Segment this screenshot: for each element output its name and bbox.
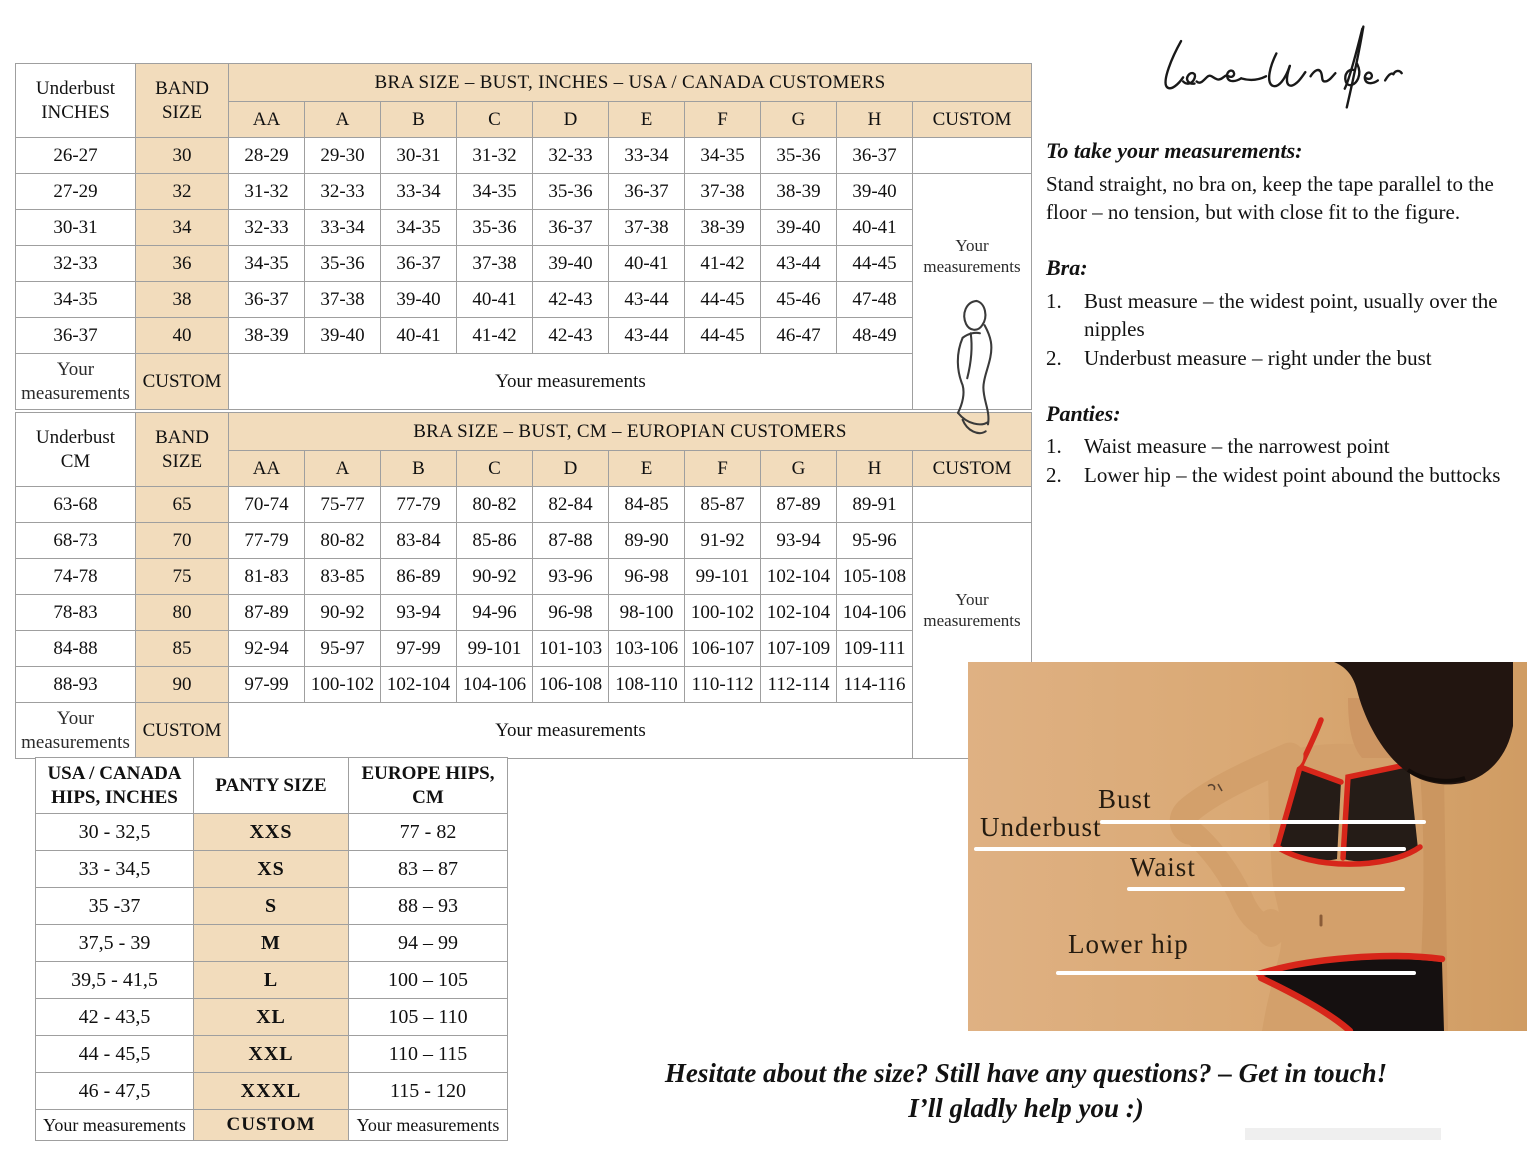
panty-size-cell: XXXL <box>194 1073 349 1110</box>
cup-size-header: F <box>685 451 761 487</box>
band-size-cell: 80 <box>136 595 229 631</box>
bust-range-cell: 85-86 <box>457 523 533 559</box>
bust-range-cell: 114-116 <box>837 667 913 703</box>
measurement-photo <box>968 662 1527 1031</box>
list-text: Waist measure – the narrowest point <box>1084 434 1390 459</box>
bust-range-cell: 48-49 <box>837 318 913 354</box>
bust-range-cell: 28-29 <box>229 138 305 174</box>
header-row <box>16 413 1032 451</box>
bust-range-cell: 83-85 <box>305 559 381 595</box>
bust-range-cell: 43-44 <box>761 246 837 282</box>
cup-size-header: C <box>457 451 533 487</box>
cell-text: EUROPE HIPS, CM <box>361 762 495 808</box>
custom-row <box>16 354 1032 410</box>
bust-range-cell: 32-33 <box>229 210 305 246</box>
hips-inches-cell: 42 - 43,5 <box>36 999 194 1036</box>
band-size-cell: 34 <box>136 210 229 246</box>
lower-hip-label: Lower hip <box>1068 929 1189 959</box>
bust-range-cell: 80-82 <box>457 487 533 523</box>
cup-size-header: H <box>837 102 913 138</box>
size-row <box>16 138 1032 174</box>
bust-range-cell: 102-104 <box>761 559 837 595</box>
bust-range-cell: 98-100 <box>609 595 685 631</box>
bust-range-cell: 35-36 <box>533 174 609 210</box>
bust-range-cell: 105-108 <box>837 559 913 595</box>
bust-range-cell: 37-38 <box>685 174 761 210</box>
bust-range-cell: 31-32 <box>229 174 305 210</box>
bust-range-cell: 44-45 <box>685 282 761 318</box>
bust-range-cell: 93-94 <box>381 595 457 631</box>
cup-size-header: A <box>305 451 381 487</box>
band-size-cell: 36 <box>136 246 229 282</box>
size-row <box>16 667 1032 703</box>
list-text: Bust measure – the widest point, usually over the nipples <box>1084 288 1498 342</box>
panties-section-heading: Panties: <box>1046 400 1121 426</box>
bust-range-cell: 35-36 <box>457 210 533 246</box>
custom-header: CUSTOM <box>913 102 1032 138</box>
underbust-range-cell: 74-78 <box>16 559 136 595</box>
figure-sketch-icon <box>925 294 1021 444</box>
hips-inches-cell: 33 - 34,5 <box>36 851 194 888</box>
band-size-cell: 85 <box>136 631 229 667</box>
size-row <box>16 595 1032 631</box>
bust-range-cell: 86-89 <box>381 559 457 595</box>
list-item <box>1046 461 1528 490</box>
bust-range-cell: 40-41 <box>609 246 685 282</box>
cell-text: BAND SIZE <box>155 77 209 123</box>
bust-range-cell: 36-37 <box>609 174 685 210</box>
size-row <box>16 559 1032 595</box>
bust-range-cell: 36-37 <box>381 246 457 282</box>
bust-range-cell: 87-89 <box>229 595 305 631</box>
custom-band-cell: CUSTOM <box>194 1110 349 1141</box>
band-size-header <box>136 64 229 138</box>
cup-size-header: G <box>761 102 837 138</box>
hips-inches-cell: 39,5 - 41,5 <box>36 962 194 999</box>
bust-range-cell: 80-82 <box>305 523 381 559</box>
panty-size-cell: XS <box>194 851 349 888</box>
cup-size-header: F <box>685 102 761 138</box>
cup-size-header: H <box>837 451 913 487</box>
bust-range-cell: 39-40 <box>761 210 837 246</box>
list-number: 2. <box>1046 463 1062 487</box>
cell-text: USA / CANADA HIPS, INCHES <box>47 762 182 808</box>
custom-note <box>913 235 1031 278</box>
size-row <box>36 888 508 925</box>
bust-range-cell: 41-42 <box>457 318 533 354</box>
list-text: Lower hip – the widest point abound the buttocks <box>1084 463 1501 487</box>
bust-range-cell: 89-91 <box>837 487 913 523</box>
custom-cell-empty <box>913 138 1032 174</box>
list-item <box>1046 344 1528 373</box>
bust-range-cell: 46-47 <box>761 318 837 354</box>
column-header <box>36 758 194 814</box>
list-number: 2. <box>1046 346 1062 370</box>
size-row <box>16 282 1032 318</box>
bust-range-cell: 87-88 <box>533 523 609 559</box>
bust-range-cell: 35-36 <box>761 138 837 174</box>
bust-range-cell: 106-108 <box>533 667 609 703</box>
scan-artifact <box>1245 1128 1441 1140</box>
bust-range-cell: 108-110 <box>609 667 685 703</box>
bust-range-cell: 77-79 <box>229 523 305 559</box>
bust-range-cell: 103-106 <box>609 631 685 667</box>
bust-range-cell: 99-101 <box>457 631 533 667</box>
bust-range-cell: 40-41 <box>457 282 533 318</box>
bust-range-cell: 42-43 <box>533 318 609 354</box>
underbust-header <box>16 64 136 138</box>
band-size-cell: 90 <box>136 667 229 703</box>
bust-range-cell: 93-94 <box>761 523 837 559</box>
band-size-header <box>136 413 229 487</box>
bust-range-cell: 36-37 <box>837 138 913 174</box>
panties-instruction-list <box>1046 432 1528 489</box>
bust-range-cell: 38-39 <box>685 210 761 246</box>
bust-range-cell: 33-34 <box>305 210 381 246</box>
underbust-label: Underbust <box>980 812 1102 842</box>
cup-size-header: D <box>533 102 609 138</box>
size-row <box>36 962 508 999</box>
hips-inches-cell: 30 - 32,5 <box>36 814 194 851</box>
bust-range-cell: 107-109 <box>761 631 837 667</box>
size-row <box>16 487 1032 523</box>
size-row <box>36 851 508 888</box>
list-item <box>1046 287 1528 344</box>
loveunder-logo <box>1150 22 1440 114</box>
bust-range-cell: 100-102 <box>305 667 381 703</box>
bust-range-cell: 34-35 <box>457 174 533 210</box>
bust-range-cell: 38-39 <box>761 174 837 210</box>
underbust-range-cell: 26-27 <box>16 138 136 174</box>
custom-header: CUSTOM <box>913 451 1032 487</box>
bust-range-cell: 32-33 <box>305 174 381 210</box>
size-row <box>16 318 1032 354</box>
contact-note-line1: Hesitate about the size? Still have any questions? – Get in touch! <box>664 1058 1388 1088</box>
bust-range-cell: 84-85 <box>609 487 685 523</box>
bust-range-cell: 100-102 <box>685 595 761 631</box>
hips-cm-cell: 115 - 120 <box>349 1073 508 1110</box>
hips-cm-cell: 105 – 110 <box>349 999 508 1036</box>
bust-range-cell: 37-38 <box>457 246 533 282</box>
bust-range-cell: 87-89 <box>761 487 837 523</box>
cup-size-header: B <box>381 451 457 487</box>
contact-note-line2: I’ll gladly help you :) <box>908 1092 1144 1123</box>
hips-cm-cell: 77 - 82 <box>349 814 508 851</box>
bust-range-cell: 42-43 <box>533 282 609 318</box>
list-number: 1. <box>1046 288 1062 313</box>
size-row <box>36 814 508 851</box>
cell-text: Underbust INCHES <box>35 77 116 123</box>
custom-band-cell: CUSTOM <box>136 354 229 410</box>
cup-size-header: AA <box>229 451 305 487</box>
custom-row <box>16 703 1032 759</box>
bust-range-cell: 36-37 <box>533 210 609 246</box>
bust-range-cell: 30-31 <box>381 138 457 174</box>
bust-range-cell: 40-41 <box>837 210 913 246</box>
bust-range-cell: 39-40 <box>381 282 457 318</box>
table-title: BRA SIZE – BUST, INCHES – USA / CANADA CUSTOMERS <box>229 64 1032 102</box>
your-measurements-cell: Your measurements <box>349 1110 508 1141</box>
bra-size-table-usa <box>15 63 1032 410</box>
bust-range-cell: 92-94 <box>229 631 305 667</box>
bust-range-cell: 82-84 <box>533 487 609 523</box>
bust-range-cell: 35-36 <box>305 246 381 282</box>
underbust-range-cell: 78-83 <box>16 595 136 631</box>
bust-range-cell: 102-104 <box>761 595 837 631</box>
underbust-range-cell: 84-88 <box>16 631 136 667</box>
panty-size-cell: XXS <box>194 814 349 851</box>
bust-range-cell: 37-38 <box>305 282 381 318</box>
size-row <box>36 925 508 962</box>
underbust-range-cell: 36-37 <box>16 318 136 354</box>
custom-note <box>913 589 1031 632</box>
bust-range-cell: 32-33 <box>533 138 609 174</box>
underbust-range-cell: 27-29 <box>16 174 136 210</box>
hips-inches-cell: 46 - 47,5 <box>36 1073 194 1110</box>
cell-text: BAND SIZE <box>155 426 209 472</box>
panty-size-table <box>35 757 508 1141</box>
contact-note <box>520 1056 1532 1125</box>
underbust-range-cell: 68-73 <box>16 523 136 559</box>
cell-text: Underbust CM <box>35 426 116 472</box>
bra-size-table <box>15 63 1032 410</box>
band-size-cell: 40 <box>136 318 229 354</box>
bust-range-cell: 43-44 <box>609 282 685 318</box>
custom-cell-empty <box>913 487 1032 523</box>
panty-size-cell: S <box>194 888 349 925</box>
bust-range-cell: 97-99 <box>229 667 305 703</box>
underbust-range-cell: 63-68 <box>16 487 136 523</box>
bust-line <box>1100 820 1426 824</box>
bust-range-cell: 45-46 <box>761 282 837 318</box>
size-row <box>16 631 1032 667</box>
waist-line <box>1127 887 1405 891</box>
bust-range-cell: 41-42 <box>685 246 761 282</box>
size-row <box>16 174 1032 210</box>
header-row <box>16 64 1032 102</box>
instructions-intro: Stand straight, no bra on, keep the tape parallel to the floor – no tension, but with close fit to the figure. <box>1046 171 1494 225</box>
cup-size-header: A <box>305 102 381 138</box>
hips-inches-cell: 35 -37 <box>36 888 194 925</box>
bust-range-cell: 94-96 <box>457 595 533 631</box>
bust-range-cell: 33-34 <box>381 174 457 210</box>
bust-range-cell: 95-97 <box>305 631 381 667</box>
size-row <box>36 1036 508 1073</box>
list-number: 1. <box>1046 434 1062 459</box>
band-size-cell: 38 <box>136 282 229 318</box>
bust-range-cell: 104-106 <box>457 667 533 703</box>
hips-cm-cell: 83 – 87 <box>349 851 508 888</box>
list-item <box>1046 432 1528 461</box>
bust-range-cell: 89-90 <box>609 523 685 559</box>
band-size-cell: 65 <box>136 487 229 523</box>
waist-label: Waist <box>1130 852 1196 882</box>
cup-size-header: AA <box>229 102 305 138</box>
bust-range-cell: 104-106 <box>837 595 913 631</box>
bust-range-cell: 34-35 <box>229 246 305 282</box>
bust-range-cell: 77-79 <box>381 487 457 523</box>
bust-range-cell: 101-103 <box>533 631 609 667</box>
bust-range-cell: 36-37 <box>229 282 305 318</box>
panty-size-cell: XL <box>194 999 349 1036</box>
bust-range-cell: 29-30 <box>305 138 381 174</box>
size-row <box>36 1073 508 1110</box>
size-row <box>16 210 1032 246</box>
hips-cm-cell: 100 – 105 <box>349 962 508 999</box>
bust-range-cell: 85-87 <box>685 487 761 523</box>
header-row <box>36 758 508 814</box>
band-size-cell: 75 <box>136 559 229 595</box>
custom-band-cell: CUSTOM <box>136 703 229 759</box>
bust-range-cell: 96-98 <box>609 559 685 595</box>
your-measurements-cell <box>16 354 136 410</box>
bust-range-cell: 38-39 <box>229 318 305 354</box>
your-measurements-cell <box>16 703 136 759</box>
size-row <box>16 523 1032 559</box>
size-row <box>16 246 1032 282</box>
cup-size-header: E <box>609 451 685 487</box>
bust-range-cell: 110-112 <box>685 667 761 703</box>
bust-label: Bust <box>1098 784 1152 814</box>
list-text: Underbust measure – right under the bust <box>1084 346 1432 370</box>
bust-range-cell: 44-45 <box>837 246 913 282</box>
hips-inches-cell: 44 - 45,5 <box>36 1036 194 1073</box>
underbust-range-cell: 88-93 <box>16 667 136 703</box>
bust-range-cell: 102-104 <box>381 667 457 703</box>
underbust-range-cell: 32-33 <box>16 246 136 282</box>
bust-range-cell: 43-44 <box>609 318 685 354</box>
table-title: BRA SIZE – BUST, CM – EUROPIAN CUSTOMERS <box>229 413 1032 451</box>
bust-range-cell: 34-35 <box>685 138 761 174</box>
your-measurements-span: Your measurements <box>229 703 913 759</box>
column-header <box>349 758 508 814</box>
your-measurements-span: Your measurements <box>229 354 913 410</box>
measurement-instructions <box>1046 136 1528 490</box>
cell-text: Your measurements <box>21 707 130 753</box>
your-measurements-cell: Your measurements <box>36 1110 194 1141</box>
bust-range-cell: 40-41 <box>381 318 457 354</box>
lower-hip-line <box>1056 971 1416 975</box>
bra-section-heading: Bra: <box>1046 255 1088 280</box>
hips-cm-cell: 94 – 99 <box>349 925 508 962</box>
bust-range-cell: 39-40 <box>837 174 913 210</box>
cell-text: Your measurements <box>923 236 1021 277</box>
custom-measurements-cell <box>913 174 1032 410</box>
band-size-cell: 70 <box>136 523 229 559</box>
size-row <box>36 999 508 1036</box>
hips-inches-cell: 37,5 - 39 <box>36 925 194 962</box>
bust-range-cell: 90-92 <box>457 559 533 595</box>
bust-range-cell: 106-107 <box>685 631 761 667</box>
cup-size-header: D <box>533 451 609 487</box>
panty-size-cell: XXL <box>194 1036 349 1073</box>
hips-cm-cell: 110 – 115 <box>349 1036 508 1073</box>
bust-range-cell: 83-84 <box>381 523 457 559</box>
cup-size-header: C <box>457 102 533 138</box>
panty-size-table <box>35 757 508 1141</box>
cup-size-header: B <box>381 102 457 138</box>
bust-range-cell: 95-96 <box>837 523 913 559</box>
bust-range-cell: 47-48 <box>837 282 913 318</box>
bust-range-cell: 44-45 <box>685 318 761 354</box>
underbust-line <box>974 847 1406 851</box>
bust-range-cell: 39-40 <box>305 318 381 354</box>
bust-range-cell: 91-92 <box>685 523 761 559</box>
underbust-range-cell: 30-31 <box>16 210 136 246</box>
underbust-header <box>16 413 136 487</box>
cell-text: PANTY SIZE <box>215 774 327 796</box>
band-size-cell: 32 <box>136 174 229 210</box>
bust-range-cell: 39-40 <box>533 246 609 282</box>
bust-range-cell: 37-38 <box>609 210 685 246</box>
bust-range-cell: 75-77 <box>305 487 381 523</box>
bust-range-cell: 31-32 <box>457 138 533 174</box>
cell-text: Your measurements <box>923 589 1021 631</box>
bust-range-cell: 112-114 <box>761 667 837 703</box>
bust-range-cell: 70-74 <box>229 487 305 523</box>
bust-range-cell: 81-83 <box>229 559 305 595</box>
bust-range-cell: 96-98 <box>533 595 609 631</box>
bust-range-cell: 109-111 <box>837 631 913 667</box>
panty-size-cell: M <box>194 925 349 962</box>
cup-size-header: E <box>609 102 685 138</box>
bust-range-cell: 33-34 <box>609 138 685 174</box>
bra-instruction-list <box>1046 287 1528 373</box>
bust-range-cell: 90-92 <box>305 595 381 631</box>
bust-range-cell: 93-96 <box>533 559 609 595</box>
bust-range-cell: 34-35 <box>381 210 457 246</box>
bust-range-cell: 99-101 <box>685 559 761 595</box>
cup-size-header: G <box>761 451 837 487</box>
custom-row <box>36 1110 508 1141</box>
bra-size-table-eu <box>15 412 1032 759</box>
bra-size-table <box>15 412 1032 759</box>
cell-text: Your measurements <box>21 358 130 404</box>
logo-signature-icon <box>1150 22 1440 114</box>
instructions-title: To take your measurements: <box>1046 138 1303 163</box>
band-size-cell: 30 <box>136 138 229 174</box>
underbust-range-cell: 34-35 <box>16 282 136 318</box>
panty-size-cell: L <box>194 962 349 999</box>
bust-range-cell: 97-99 <box>381 631 457 667</box>
hips-cm-cell: 88 – 93 <box>349 888 508 925</box>
column-header <box>194 758 349 814</box>
